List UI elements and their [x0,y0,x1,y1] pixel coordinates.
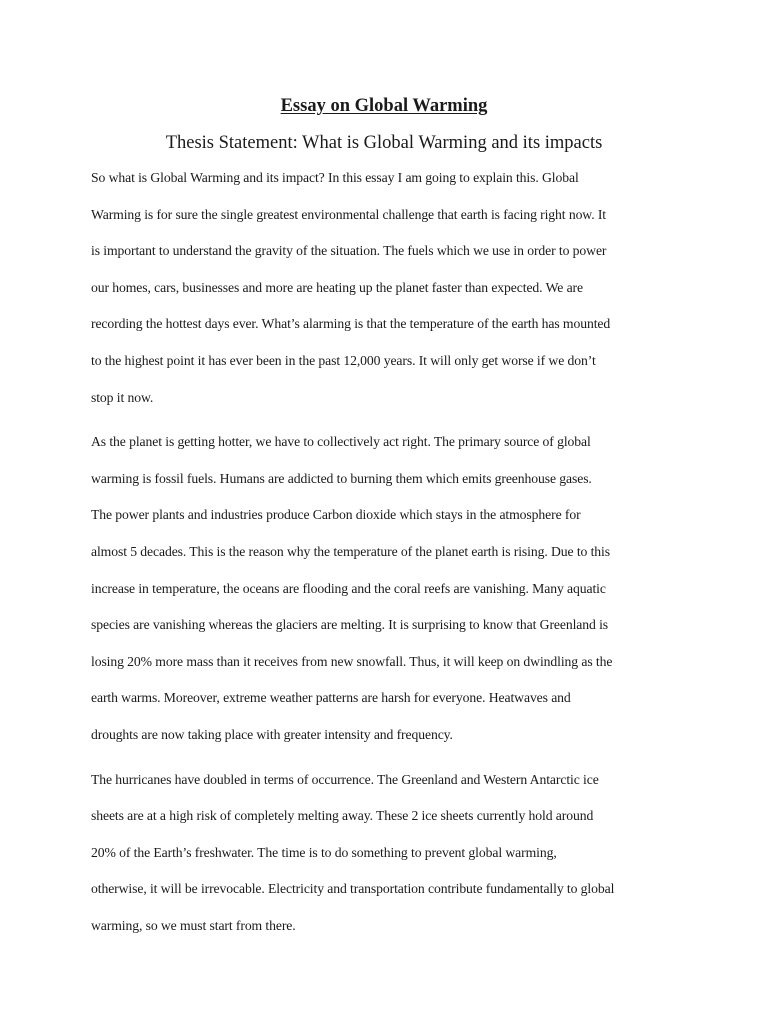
text-line: stop it now. [91,389,154,405]
paragraph-3 [91,762,691,945]
text-line: As the planet is getting hotter, we have to collectively act right. The primary source of global [91,434,591,450]
text-line: increase in temperature, the oceans are flooding and the coral reefs are vanishing. Many aquatic [91,580,606,596]
text-line: droughts are now taking place with greater intensity and frequency. [91,726,453,742]
text-line: 20% of the Earth’s freshwater. The time is to do something to prevent global warming, [91,844,557,860]
text-line: earth warms. Moreover, extreme weather patterns are harsh for everyone. Heatwaves and [91,690,571,706]
text-line: almost 5 decades. This is the reason why the temperature of the planet earth is rising. Due to this [91,543,610,559]
text-line: is important to understand the gravity of the situation. The fuels which we use in order to power [91,243,607,259]
text-line: otherwise, it will be irrevocable. Electricity and transportation contribute fundamentally to global [91,881,615,897]
text-line: Warming is for sure the single greatest environmental challenge that earth is facing right now. It [91,206,607,222]
paragraph-2 [91,424,691,753]
text-line: The power plants and industries produce Carbon dioxide which stays in the atmosphere for [91,507,581,523]
document-title: Essay on Global Warming [280,96,488,116]
text-line: warming, so we must start from there. [91,917,296,933]
thesis-statement-heading: Thesis Statement: What is Global Warming and its impacts [165,133,603,153]
text-line: So what is Global Warming and its impact? In this essay I am going to explain this. Global [91,170,579,185]
essay-body [91,160,691,944]
text-line: warming is fossil fuels. Humans are addicted to burning them which emits greenhouse gases. [91,470,592,486]
text-line: to the highest point it has ever been in the past 12,000 years. It will only get worse if we don’t [91,352,596,368]
text-line: The hurricanes have doubled in terms of occurrence. The Greenland and Western Antarctic ice [91,771,599,787]
paragraph-1 [91,160,691,416]
text-line: losing 20% more mass than it receives from new snowfall. Thus, it will keep on dwindling as the [91,653,613,669]
text-line: sheets are at a high risk of completely melting away. These 2 ice sheets currently hold around [91,808,594,824]
text-line: our homes, cars, businesses and more are heating up the planet faster than expected. We are [91,279,583,295]
text-line: species are vanishing whereas the glaciers are melting. It is surprising to know that Greenland is [91,617,609,633]
text-line: recording the hottest days ever. What’s alarming is that the temperature of the earth has mounted [91,316,611,332]
